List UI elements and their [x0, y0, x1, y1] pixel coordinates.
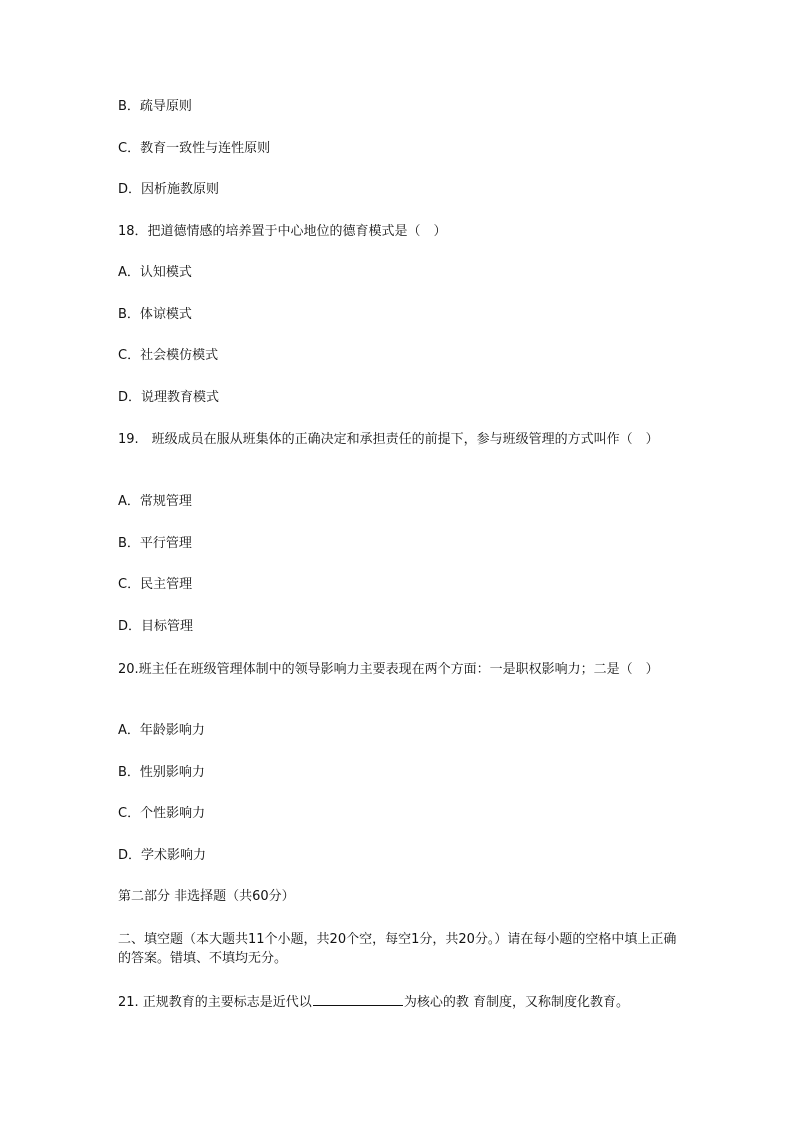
option-19a: A．常规管理: [118, 494, 192, 509]
option-20b: B．性别影响力: [118, 765, 205, 780]
option-19d: D．目标管理: [118, 619, 194, 634]
option-20c: C．个性影响力: [118, 806, 206, 821]
answer-blank: [313, 993, 403, 1006]
option-18c: C．社会模仿模式: [118, 348, 219, 363]
option-18b: B．体谅模式: [118, 307, 192, 322]
option-19c: C．民主管理: [118, 577, 193, 592]
option-20a: A．年龄影响力: [118, 723, 205, 738]
option-19b: B．平行管理: [118, 536, 192, 551]
question-19: 19. 班级成员在服从班集体的正确决定和承担责任的前提下，参与班级管理的方式叫作（ ）: [118, 432, 659, 447]
part-two-heading: 第二部分 非选择题（共60分）: [118, 889, 295, 904]
option-17d: D．因析施教原则: [118, 182, 220, 197]
question-21-after: 为核心的教 育制度，又称制度化教育。: [403, 995, 629, 1010]
fill-in-section-instructions: 二、填空题（本大题共11个小题，共20个空，每空1分，共20分。）请在每小题的空格中填上正确的答案。错填、不填均无分。: [118, 932, 677, 966]
option-20d: D．学术影响力: [118, 848, 207, 863]
option-17b: B．疏导原则: [118, 99, 192, 114]
question-21: [118, 993, 629, 1012]
option-17c: C．教育一致性与连性原则: [118, 141, 271, 156]
question-18: 18．把道德情感的培养置于中心地位的德育模式是（ ）: [118, 224, 447, 239]
option-18a: A．认知模式: [118, 265, 192, 280]
option-18d: D．说理教育模式: [118, 390, 220, 405]
question-21-before: 21. 正规教育的主要标志是近代以: [118, 995, 312, 1010]
question-20: 20.班主任在班级管理体制中的领导影响力主要表现在两个方面：一是职权影响力；二是（ ）: [118, 662, 659, 677]
